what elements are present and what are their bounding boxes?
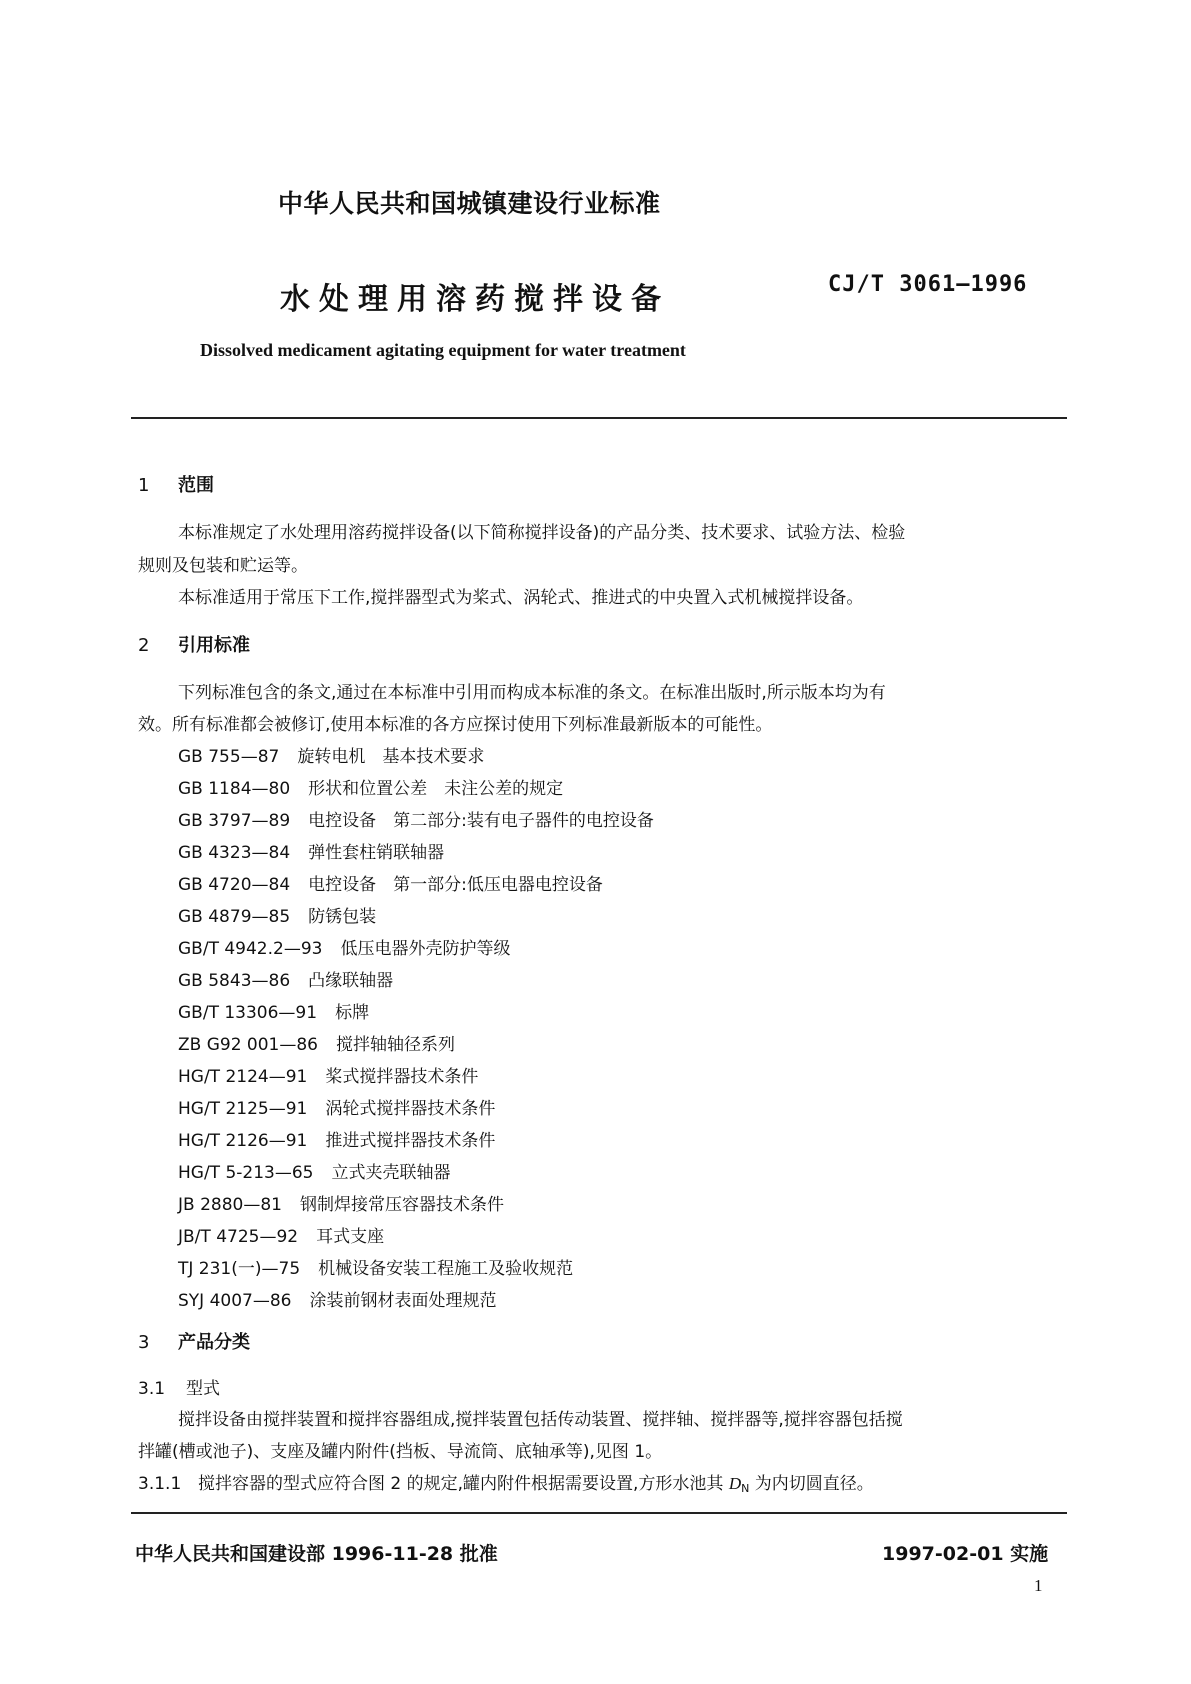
subsection-3-1-line-1: 搅拌设备由搅拌装置和搅拌容器组成,搅拌装置包括传动装置、搅拌轴、搅拌器等,搅拌容器包括搅 (178, 1410, 903, 1430)
reference-title: 耳式支座 (316, 1227, 385, 1247)
document-title: 水处理用溶药搅拌设备 (280, 282, 670, 317)
reference-title: 涂装前钢材表面处理规范 (309, 1291, 497, 1311)
reference-code: GB 4720—84 (178, 875, 291, 895)
reference-code: HG/T 2124—91 (178, 1067, 308, 1087)
reference-code: JB 2880—81 (178, 1195, 282, 1215)
reference-code: GB 5843—86 (178, 971, 291, 991)
reference-title: 标牌 (335, 1003, 370, 1023)
reference-item (178, 838, 444, 863)
reference-title: 立式夹壳联轴器 (331, 1163, 451, 1183)
reference-code: HG/T 2125—91 (178, 1099, 308, 1119)
section-3-number: 3 (138, 1332, 150, 1353)
reference-code: TJ 231(一)—75 (178, 1259, 301, 1279)
section-1-para-1-line-2: 规则及包装和贮运等。 (138, 556, 308, 576)
reference-code: SYJ 4007—86 (178, 1291, 292, 1311)
subsection-3-1-number: 3.1 (138, 1379, 166, 1399)
reference-item (178, 1190, 504, 1215)
reference-code: GB 3797—89 (178, 811, 291, 831)
subsection-3-1-line-2: 拌罐(槽或池子)、支座及罐内附件(挡板、导流筒、底轴承等),见图 1。 (138, 1442, 663, 1462)
reference-item (178, 774, 563, 799)
section-1-para-2: 本标准适用于常压下工作,搅拌器型式为桨式、涡轮式、推进式的中央置入式机械搅拌设备。 (178, 588, 864, 608)
section-1-heading (138, 471, 214, 497)
reference-item (178, 1254, 573, 1279)
section-3-title: 产品分类 (178, 1332, 250, 1353)
reference-title: 形状和位置公差 未注公差的规定 (308, 779, 564, 799)
reference-code: GB 755—87 (178, 747, 280, 767)
reference-title: 凸缘联轴器 (308, 971, 394, 991)
approval-line: 中华人民共和国建设部 1996-11-28 批准 (135, 1543, 498, 1565)
reference-item (178, 742, 484, 767)
subsection-3-1-title: 型式 (186, 1379, 220, 1399)
implementation-date: 1997-02-01 实施 (882, 1543, 1049, 1565)
reference-item (178, 1094, 495, 1119)
reference-item (178, 934, 510, 959)
reference-item (178, 902, 376, 927)
reference-item (178, 966, 393, 991)
reference-title: 电控设备 第一部分:低压电器电控设备 (308, 875, 603, 895)
subsection-3-1-1-text-b: 为内切圆直径。 (749, 1474, 874, 1494)
section-2-intro-line-1: 下列标准包含的条文,通过在本标准中引用而构成本标准的条文。在标准出版时,所示版本均为有 (178, 683, 886, 703)
section-2-title: 引用标准 (178, 635, 250, 656)
dn-symbol: D (728, 1474, 742, 1493)
issuer-title: 中华人民共和国城镇建设行业标准 (278, 189, 661, 218)
reference-item (178, 1158, 451, 1183)
dn-subscript: N (741, 1482, 750, 1495)
section-2-heading (138, 631, 250, 657)
reference-item (178, 998, 369, 1023)
subsection-3-1-1-number: 3.1.1 (138, 1474, 182, 1494)
english-title: Dissolved medicament agitating equipment for water treatment (200, 340, 686, 360)
reference-code: HG/T 2126—91 (178, 1131, 308, 1151)
reference-title: 旋转电机 基本技术要求 (297, 747, 485, 767)
reference-code: GB/T 13306—91 (178, 1003, 318, 1023)
section-1-title: 范围 (178, 475, 214, 496)
reference-code: GB/T 4942.2—93 (178, 939, 323, 959)
reference-code: JB/T 4725—92 (178, 1227, 299, 1247)
reference-title: 机械设备安装工程施工及验收规范 (318, 1259, 574, 1279)
reference-item (178, 1222, 384, 1247)
reference-item (178, 806, 654, 831)
reference-code: ZB G92 001—86 (178, 1035, 319, 1055)
section-2-intro-line-2: 效。所有标准都会被修订,使用本标准的各方应探讨使用下列标准最新版本的可能性。 (138, 715, 773, 735)
reference-code: GB 1184—80 (178, 779, 291, 799)
section-2-number: 2 (138, 635, 150, 656)
section-1-para-1-line-1: 本标准规定了水处理用溶药搅拌设备(以下简称搅拌设备)的产品分类、技术要求、试验方法、检验 (178, 523, 906, 543)
reference-title: 低压电器外壳防护等级 (340, 939, 511, 959)
header-divider (131, 417, 1067, 419)
reference-item (178, 1286, 497, 1311)
reference-title: 防锈包装 (308, 907, 377, 927)
reference-title: 电控设备 第二部分:装有电子器件的电控设备 (308, 811, 654, 831)
reference-title: 涡轮式搅拌器技术条件 (325, 1099, 496, 1119)
section-1-number: 1 (138, 475, 150, 496)
reference-title: 推进式搅拌器技术条件 (325, 1131, 496, 1151)
reference-code: HG/T 5-213—65 (178, 1163, 314, 1183)
standard-code: CJ/T 3061—1996 (828, 272, 1028, 297)
reference-code: GB 4323—84 (178, 843, 291, 863)
subsection-3-1-heading (138, 1374, 220, 1399)
subsection-3-1-1-text-a: 搅拌容器的型式应符合图 2 的规定,罐内附件根据需要设置,方形水池其 (198, 1474, 729, 1494)
reference-item (178, 1062, 478, 1087)
page-number: 1 (1034, 1576, 1043, 1595)
reference-code: GB 4879—85 (178, 907, 291, 927)
reference-title: 钢制焊接常压容器技术条件 (299, 1195, 504, 1215)
reference-item (178, 1126, 495, 1151)
reference-title: 搅拌轴轴径系列 (336, 1035, 456, 1055)
reference-item (178, 870, 603, 895)
section-3-heading (138, 1328, 250, 1354)
reference-item (178, 1030, 455, 1055)
footer-divider (131, 1512, 1067, 1514)
reference-title: 桨式搅拌器技术条件 (325, 1067, 479, 1087)
subsection-3-1-1 (138, 1469, 874, 1495)
reference-title: 弹性套柱销联轴器 (308, 843, 445, 863)
